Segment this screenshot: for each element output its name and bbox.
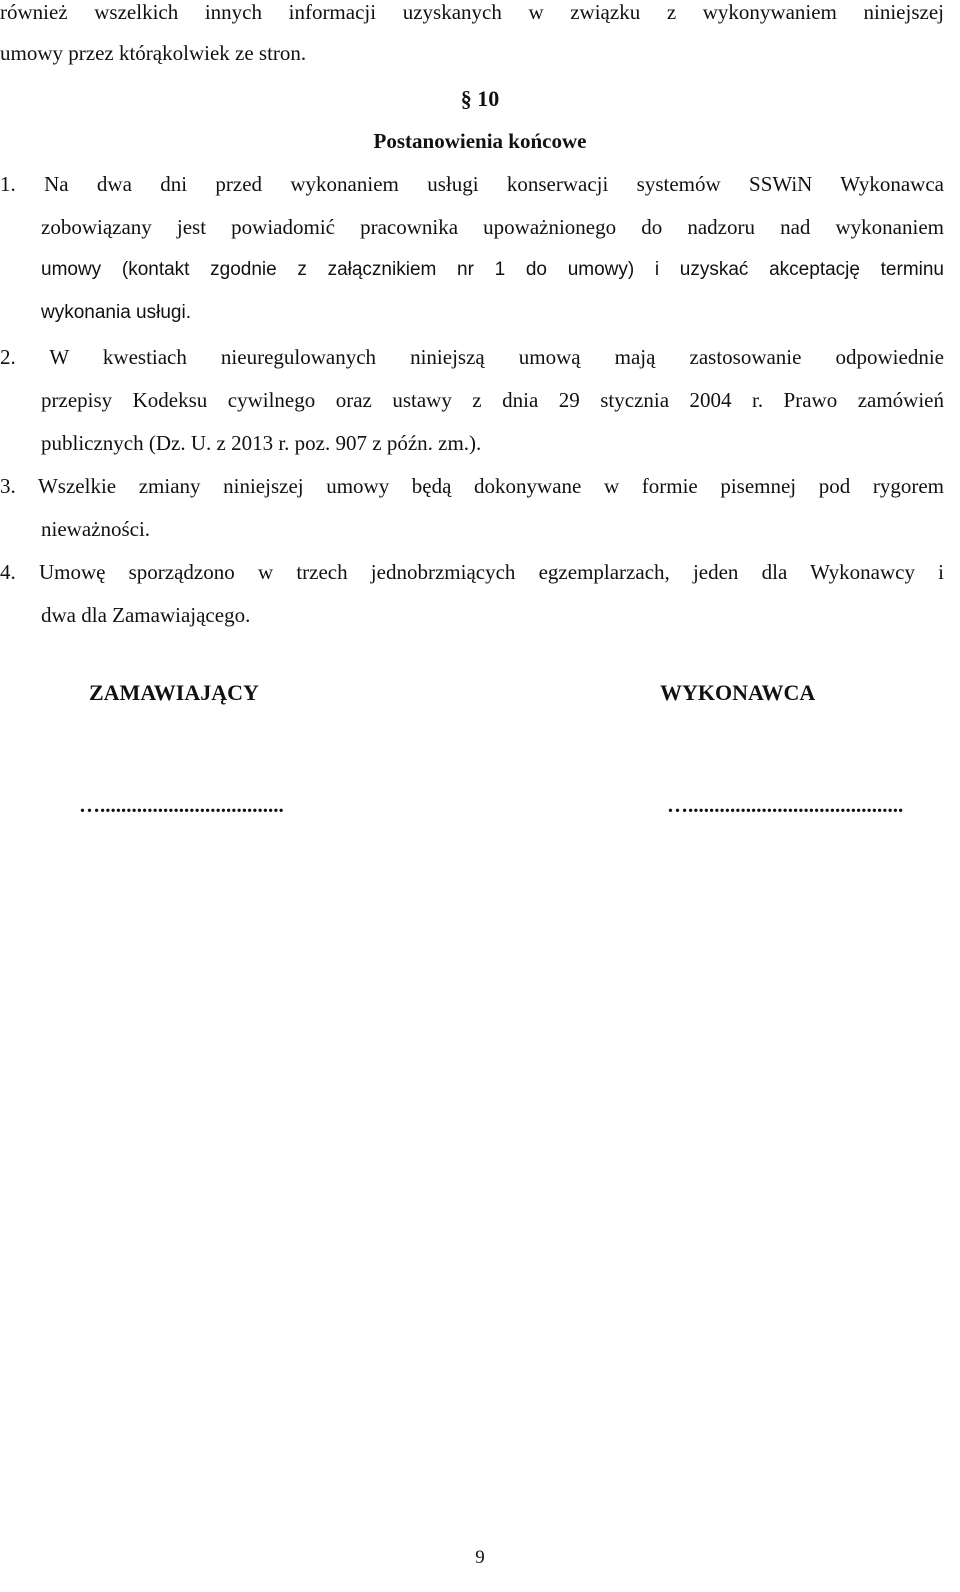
section-number: § 10 [460,86,500,111]
intro-line-1: również wszelkich innych informacji uzyskanych w związku z wykonywaniem niniejszej [0,0,944,24]
item-1-line-4: wykonania usługi. [41,302,191,323]
item-1-line-3: umowy (kontakt zgodnie z załącznikiem nr 1 do umowy) i uzyskać akceptację terminu [41,259,944,280]
item-2-line-1: 2. W kwestiach nieuregulowanych niniejszą umową mają zastosowanie odpowiednie [0,345,944,369]
signature-line-left: …................................... [79,793,284,817]
page-number: 9 [475,1547,485,1568]
item-2-line-3: publicznych (Dz. U. z 2013 r. poz. 907 z późn. zm.). [41,431,482,455]
item-2-line-2: przepisy Kodeksu cywilnego oraz ustawy z dnia 29 stycznia 2004 r. Prawo zamówień [41,388,944,412]
item-1-line-1: 1. Na dwa dni przed wykonaniem usługi konserwacji systemów SSWiN Wykonawca [0,172,944,196]
signature-line-right: …......................................... [667,793,904,817]
item-4-line-2: dwa dla Zamawiającego. [41,603,251,627]
intro-line-2: umowy przez którąkolwiek ze stron. [0,41,307,65]
signature-title-right: WYKONAWCA [660,680,816,705]
item-4-line-1: 4. Umowę sporządzono w trzech jednobrzmiących egzemplarzach, jeden dla Wykonawcy i [0,560,944,584]
item-3-line-2: nieważności. [41,517,151,541]
item-3-line-1: 3. Wszelkie zmiany niniejszej umowy będą dokonywane w formie pisemnej pod rygorem [0,474,944,498]
section-title: Postanowienia końcowe [373,129,587,153]
signature-title-left: ZAMAWIAJĄCY [89,680,259,705]
item-1-line-2: zobowiązany jest powiadomić pracownika upoważnionego do nadzoru nad wykonaniem [41,215,944,239]
